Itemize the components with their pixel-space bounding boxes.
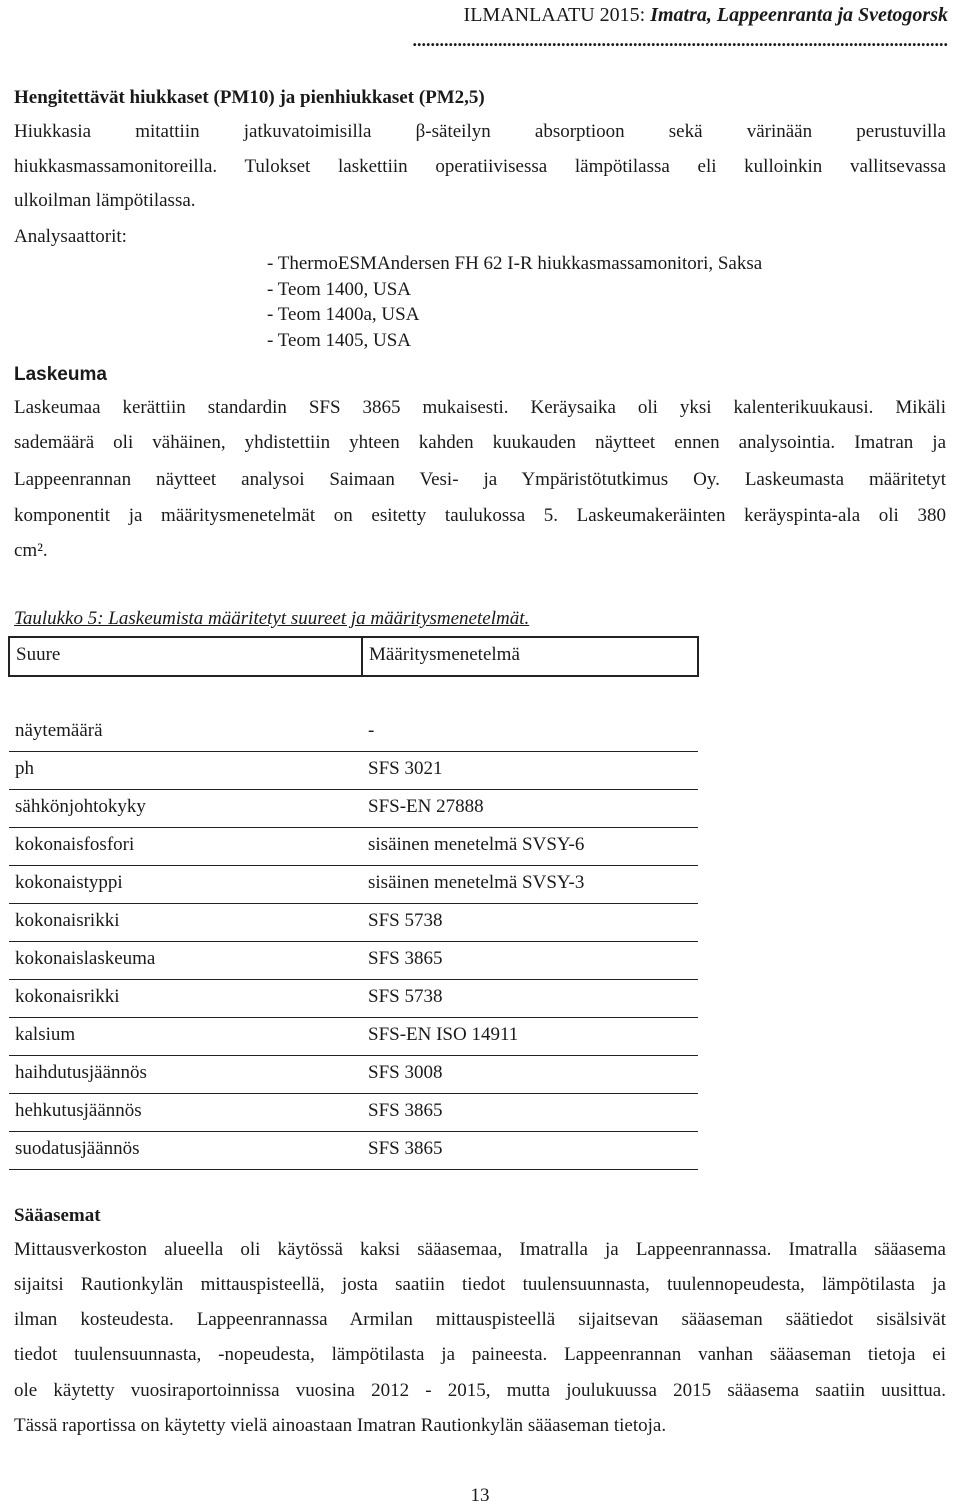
table-cell: kokonaisrikki [9, 980, 362, 1018]
table-cell: SFS 3865 [362, 1132, 698, 1170]
table-row [9, 942, 698, 980]
section-heading-laskeuma: Laskeuma [14, 364, 107, 385]
table-cell: kokonaisfosfori [9, 828, 362, 866]
methods-table [8, 636, 699, 1170]
saa-paragraph-line: Tässä raportissa on käytetty vielä ainoastaan Imatran Rautionkylän sääaseman tietoja. [14, 1415, 667, 1436]
table-header-cell: Suure [9, 637, 362, 676]
table-row [9, 1094, 698, 1132]
table-spacer-row [9, 676, 698, 714]
table-row [9, 714, 698, 752]
table-cell: SFS-EN 27888 [362, 790, 698, 828]
laskeuma-paragraph-line: Lappeenrannan näytteet analysoi Saimaan Vesi- ja Ympäristötutkimus Oy. Laskeumasta määritetyt [14, 469, 946, 490]
table-cell: ph [9, 752, 362, 790]
table-row [9, 904, 698, 942]
analyzer-item: - Teom 1405, USA [267, 329, 411, 351]
header-prefix: ILMANLAATU 2015: [463, 4, 651, 26]
table-cell: hehkutusjäännös [9, 1094, 362, 1132]
saa-paragraph-line: Mittausverkoston alueella oli käytössä kaksi sääasemaa, Imatralla ja Lappeenrannassa. Imatralla sääasema [14, 1239, 946, 1260]
analyzer-item: - Teom 1400, USA [267, 278, 411, 300]
page-number: 13 [470, 1485, 490, 1506]
table-cell: sähkönjohtokyky [9, 790, 362, 828]
running-header [464, 4, 948, 27]
laskeuma-paragraph-line: sademäärä oli vähäinen, yhdistettiin yhteen kahden kuukauden näytteet ennen analysointia. Imatran ja [14, 432, 946, 453]
laskeuma-paragraph-line: Laskeumaa kerättiin standardin SFS 3865 mukaisesti. Keräysaika oli yksi kalenterikuukausi. Mikäli [14, 397, 946, 418]
table-row [9, 828, 698, 866]
table-cell: SFS 3021 [362, 752, 698, 790]
table-row [9, 980, 698, 1018]
table-cell: - [362, 714, 698, 752]
table-cell: SFS 5738 [362, 980, 698, 1018]
saa-paragraph-line: ole käytetty vuosiraportoinnissa vuosina 2012 - 2015, mutta joulukuussa 2015 sääasema saatiin uusittua. [14, 1380, 946, 1401]
section-heading-pm: Hengitettävät hiukkaset (PM10) ja pienhiukkaset (PM2,5) [14, 87, 485, 108]
saa-paragraph-line: ilman kosteudesta. Lappeenrannassa Armilan mittauspisteellä sijaitsevan sääaseman säätiedot sisälsivät [14, 1309, 946, 1330]
table-row [9, 866, 698, 904]
table-row [9, 790, 698, 828]
table-header-cell: Määritysmenetelmä [362, 637, 698, 676]
table-row [9, 1056, 698, 1094]
table-cell: SFS 3865 [362, 942, 698, 980]
analyzers-label: Analysaattorit: [14, 226, 127, 247]
table-caption: Taulukko 5: Laskeumista määritetyt suureet ja määritysmenetelmät. [14, 608, 530, 629]
table-cell: kokonaisrikki [9, 904, 362, 942]
analyzer-item: - ThermoESMAndersen FH 62 I-R hiukkasmassamonitori, Saksa [267, 253, 763, 274]
table-cell: SFS-EN ISO 14911 [362, 1018, 698, 1056]
table-cell: suodatusjäännös [9, 1132, 362, 1170]
table-row [9, 752, 698, 790]
saa-paragraph-line: tiedot tuulensuunnasta, -nopeudesta, lämpötilasta ja paineesta. Lappeenrannan vanhan sääaseman tietoja ei [14, 1344, 946, 1365]
table-cell: haihdutusjäännös [9, 1056, 362, 1094]
pm-paragraph-line: hiukkasmassamonitoreilla. Tulokset laskettiin operatiivisessa lämpötilassa eli kulloinkin vallitsevassa [14, 156, 946, 177]
table-cell: sisäinen menetelmä SVSY-3 [362, 866, 698, 904]
analyzer-list [267, 251, 762, 353]
saa-paragraph-line: sijaitsi Rautionkylän mittauspisteellä, josta saatiin tiedot tuulensuunnasta, tuulennopeudesta, lämpötilasta ja [14, 1274, 946, 1295]
table-cell: näytemäärä [9, 714, 362, 752]
table-cell: kalsium [9, 1018, 362, 1056]
table-cell: SFS 3865 [362, 1094, 698, 1132]
table-row [9, 1018, 698, 1056]
table-cell: SFS 5738 [362, 904, 698, 942]
section-heading-saaasemat: Sääasemat [14, 1205, 101, 1226]
analyzer-item: - Teom 1400a, USA [267, 304, 420, 325]
laskeuma-paragraph-line: cm². [14, 540, 48, 561]
header-dotted-rule: ....................................................................................................................... [412, 30, 948, 50]
laskeuma-paragraph-line: komponentit ja määritysmenetelmät on esitetty taulukossa 5. Laskeumakeräinten keräyspinta-ala oli 380 [14, 505, 946, 526]
header-title: Imatra, Lappeenranta ja Svetogorsk [650, 4, 948, 26]
table-header-row [9, 637, 698, 676]
pm-paragraph-line: Hiukkasia mitattiin jatkuvatoimisilla β-säteilyn absorptioon sekä värinään perustuvilla [14, 121, 946, 142]
table-cell: kokonaistyppi [9, 866, 362, 904]
pm-paragraph-line: ulkoilman lämpötilassa. [14, 190, 196, 211]
table-row [9, 1132, 698, 1170]
table-cell: sisäinen menetelmä SVSY-6 [362, 828, 698, 866]
table-cell: SFS 3008 [362, 1056, 698, 1094]
table-cell: kokonaislaskeuma [9, 942, 362, 980]
